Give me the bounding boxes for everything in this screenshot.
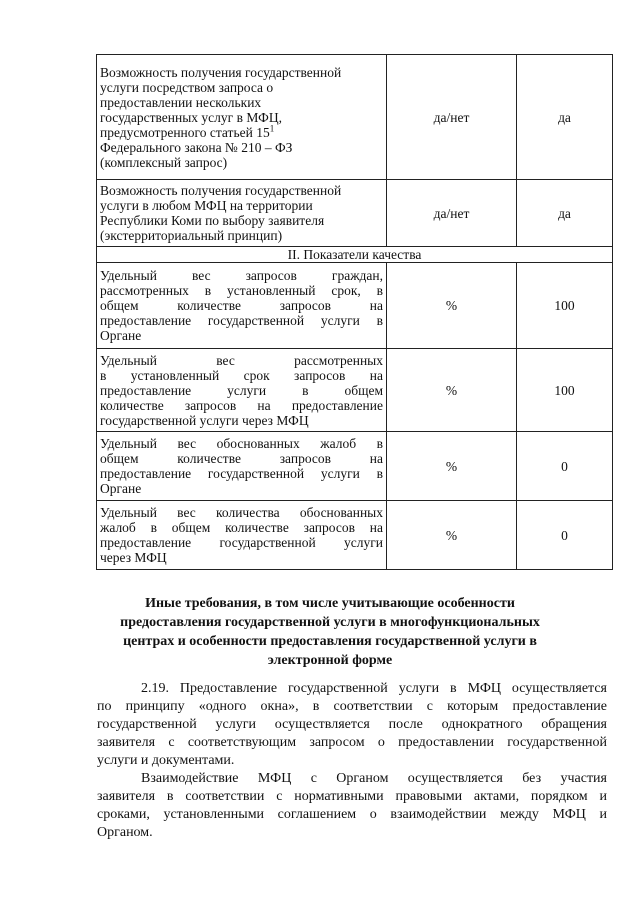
value-cell: 0 <box>517 501 613 570</box>
unit-cell: да/нет <box>387 180 517 247</box>
paragraph-line: по принципу «одного окна», в соответствии с которым предоставление <box>97 699 607 714</box>
indicator-name-cell <box>97 263 387 349</box>
text-line: предоставление услуги в общем <box>100 382 383 398</box>
text-line: Удельный вес обоснованных жалоб в <box>100 436 383 451</box>
text-line: количестве запросов на предоставление <box>100 397 383 413</box>
indicator-name-cell <box>97 55 387 180</box>
text-line: через МФЦ <box>100 550 167 565</box>
paragraph-line: заявителя с соответствующим запросом о предоставлении государственной <box>97 735 607 750</box>
indicator-name-cell <box>97 501 387 570</box>
text-line: государственной услуги через МФЦ <box>100 412 309 428</box>
paragraph-line: Взаимодействие МФЦ с Органом осуществляется без участия <box>141 771 607 786</box>
text-line <box>100 125 383 140</box>
indicator-name-cell <box>97 180 387 247</box>
table-row <box>97 263 613 349</box>
paragraph-line: сроками, установленными соглашением о взаимодействии между МФЦ и <box>97 807 607 822</box>
indicators-table <box>96 54 613 570</box>
footnote-superscript: 1 <box>269 123 275 133</box>
section-heading <box>120 594 540 670</box>
text-line: государственных услуг в МФЦ, <box>100 109 282 125</box>
unit-cell: % <box>387 432 517 501</box>
text-line: общем количестве запросов на <box>100 451 383 466</box>
paragraph-line: заявителя в соответствии с нормативными правовыми актами, порядком и <box>97 789 607 804</box>
text-line: Удельный вес количества обоснованных <box>100 505 383 520</box>
unit-cell: да/нет <box>387 55 517 180</box>
text-line: общем количестве запросов на <box>100 298 383 313</box>
section-row <box>97 247 613 263</box>
text-line: Возможность получения государственной <box>100 183 342 198</box>
table-row <box>97 501 613 570</box>
text-line: (комплексный запрос) <box>100 154 228 170</box>
paragraph-line: государственной услуги осуществляется после однократного обращения <box>97 717 607 732</box>
text-line: Удельный вес запросов граждан, <box>100 268 383 283</box>
text-line: услуги посредством запроса о <box>100 79 274 95</box>
text-line: Органе <box>100 328 142 343</box>
value-cell: да <box>517 180 613 247</box>
paragraph-line: Органом. <box>97 825 153 840</box>
text-line: (экстерриториальный принцип) <box>100 228 283 243</box>
heading-line: Иные требования, в том числе учитывающие особенности <box>145 596 515 611</box>
paragraph-line: 2.19. Предоставление государственной услуги в МФЦ осуществляется <box>141 681 607 696</box>
paragraph-interaction <box>97 770 607 842</box>
indicator-name-cell <box>97 432 387 501</box>
table-row <box>97 180 613 247</box>
value-cell: 100 <box>517 263 613 349</box>
unit-cell: % <box>387 501 517 570</box>
text-line: предоставление государственной услуги в <box>100 466 383 481</box>
indicator-name-cell <box>97 349 387 432</box>
heading-line: центрах и особенности предоставления государственной услуги в <box>123 634 537 649</box>
text-line: в установленный срок запросов на <box>100 367 383 383</box>
text-line: предоставление государственной услуги <box>100 535 383 550</box>
text-line: рассмотренных в установленный срок, в <box>100 283 383 298</box>
heading-line: электронной форме <box>267 653 393 668</box>
table-row <box>97 55 613 180</box>
text-line: предоставление государственной услуги в <box>100 313 383 328</box>
paragraph-2-19 <box>97 680 607 770</box>
unit-cell: % <box>387 263 517 349</box>
text-line: жалоб в общем количестве запросов на <box>100 520 383 535</box>
text-line: Возможность получения государственной <box>100 64 342 80</box>
text-line: Республики Коми по выбору заявителя <box>100 213 325 228</box>
text-line: Органе <box>100 481 142 496</box>
text-line: предоставлении нескольких <box>100 94 262 110</box>
value-cell: да <box>517 55 613 180</box>
text-line: Удельный вес рассмотренных <box>100 352 383 368</box>
unit-cell: % <box>387 349 517 432</box>
table-row <box>97 432 613 501</box>
heading-line: предоставления государственной услуги в многофункциональных <box>120 615 540 630</box>
text-line: Федерального закона № 210 – ФЗ <box>100 139 293 155</box>
section-title: II. Показатели качества <box>97 247 613 263</box>
value-cell: 100 <box>517 349 613 432</box>
value-cell: 0 <box>517 432 613 501</box>
text-line: услуги в любом МФЦ на территории <box>100 198 313 213</box>
table-row <box>97 349 613 432</box>
paragraph-line: услуги и документами. <box>97 753 235 768</box>
text-line-part: предусмотренного статьей 15 <box>100 124 270 140</box>
